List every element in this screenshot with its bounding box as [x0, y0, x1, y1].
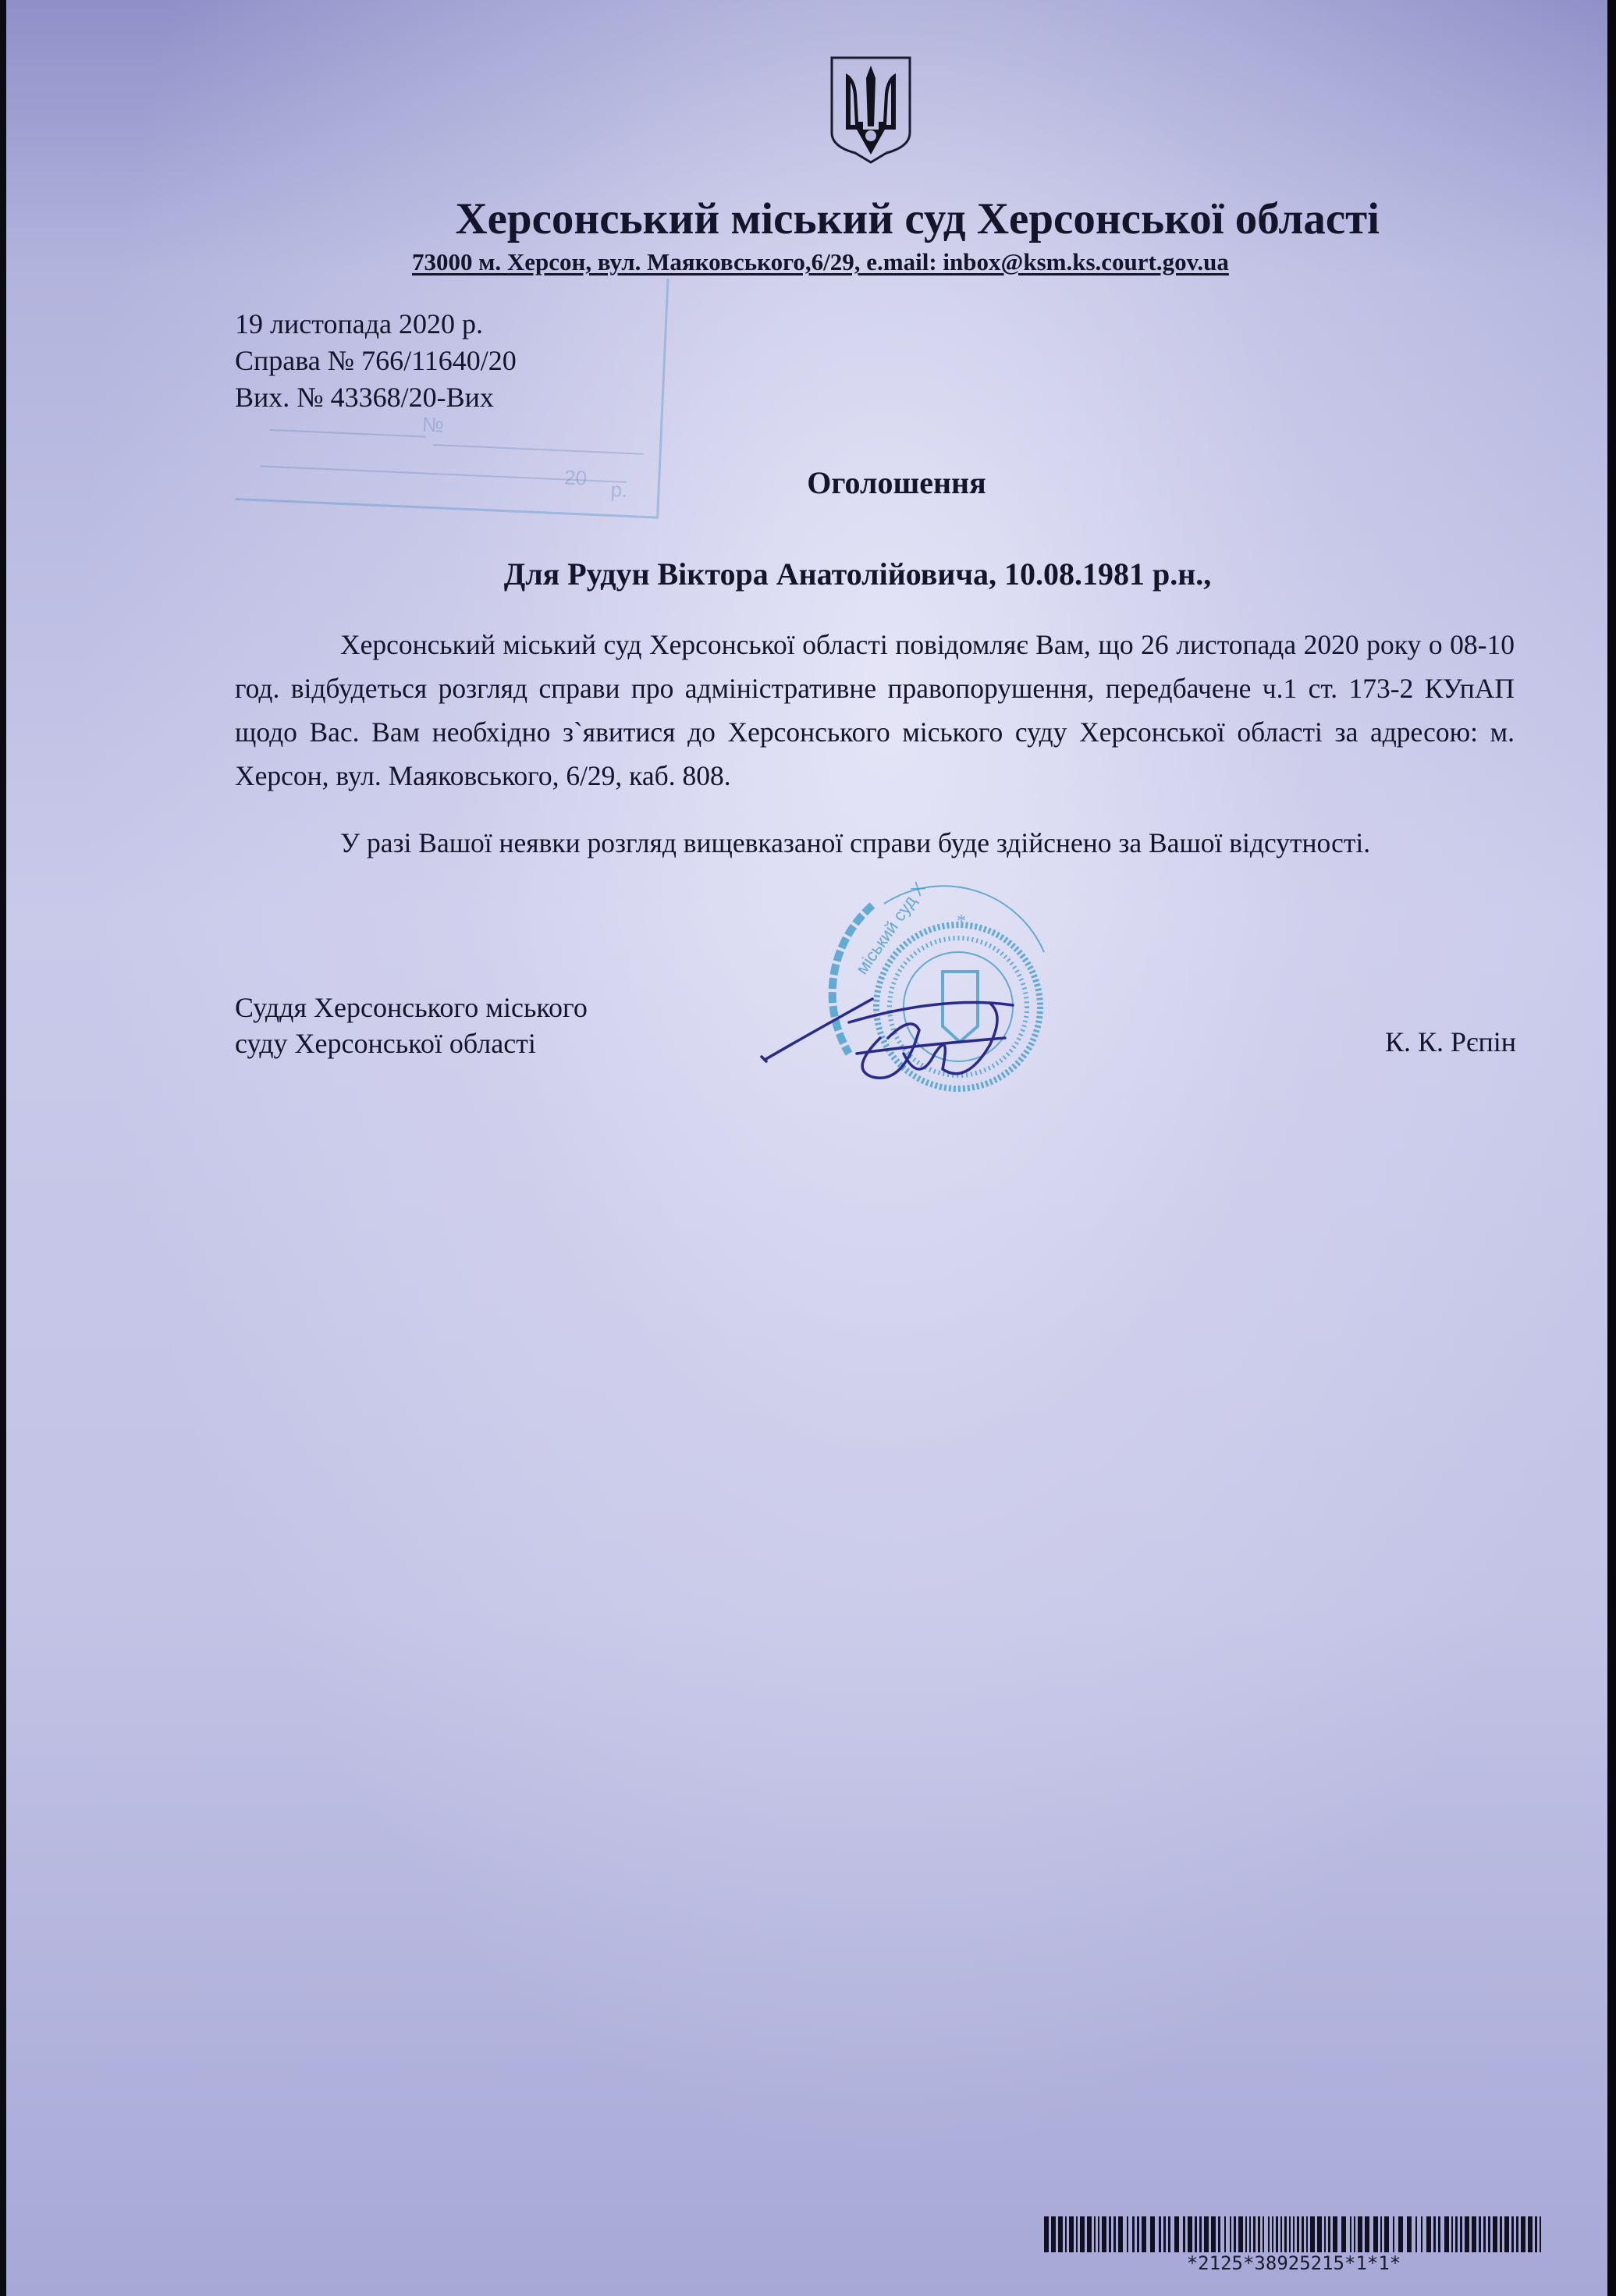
barcode-bar [1433, 2216, 1436, 2252]
barcode-bar [1127, 2216, 1128, 2252]
barcode-bar [1354, 2216, 1355, 2252]
barcode-bar [1488, 2216, 1490, 2252]
barcode-bar [1398, 2216, 1403, 2252]
barcode-bar [1118, 2216, 1123, 2252]
position-line-1: Суддя Херсонського міського [235, 992, 588, 1023]
barcode-bar [1098, 2216, 1099, 2252]
barcode-bar [1051, 2216, 1056, 2252]
barcode-bar [1174, 2216, 1179, 2252]
barcode-bar [1087, 2216, 1092, 2252]
barcode-bar [1094, 2216, 1096, 2252]
barcode-bar [1535, 2216, 1537, 2252]
outgoing-number: Вих. № 43368/20-Вих [235, 382, 494, 413]
barcode-bar [1310, 2216, 1315, 2252]
barcode-bar [1333, 2216, 1337, 2252]
barcode-bar [1109, 2216, 1111, 2252]
barcode-bar [1245, 2216, 1247, 2252]
notice-title: Оголошення [807, 465, 986, 500]
barcode-bar [1460, 2216, 1462, 2252]
barcode-bar [1511, 2216, 1514, 2252]
barcode-bar [1516, 2216, 1518, 2252]
stamp-number-label: № [421, 412, 445, 437]
document-page [6, 0, 1607, 2296]
barcode-bar [1293, 2216, 1295, 2252]
barcode-bar [1142, 2216, 1146, 2252]
document-meta [235, 306, 517, 416]
barcode-bar [1218, 2216, 1220, 2252]
barcode-bar [1426, 2216, 1431, 2252]
barcode-bar [1483, 2216, 1486, 2252]
barcode-bar [1306, 2216, 1308, 2252]
barcode-bar [1069, 2216, 1074, 2252]
barcode-bar [1150, 2216, 1155, 2252]
barcode-bar [1380, 2216, 1382, 2252]
notice-paragraph-1: Херсонський міський суд Херсонської області повідомляє Вам, що 26 листопада 2020 року о 08-10 год. відбудеться розгляд справи про адміністративне правопорушення, передбачене ч.1 ст. 173-2 КУпАП щодо Вас. Вам необхідно з`явитися до Херсонського міського суду Херсонської області за адресою: м. Херсон, вул. Маяковського, 6/29, каб. 808. [235, 629, 1515, 791]
stamp-year-suffix: 20 [563, 465, 588, 490]
barcode-bar [1058, 2216, 1063, 2252]
barcode-bar [1249, 2216, 1251, 2252]
barcode-bar [1393, 2216, 1394, 2252]
barcode-bar [1137, 2216, 1139, 2252]
svg-text:*: * [957, 912, 966, 932]
barcode-bar [1540, 2216, 1541, 2252]
barcode-bar [1421, 2216, 1422, 2252]
page-edge-shadow [1607, 0, 1616, 2296]
barcode-bar [1302, 2216, 1304, 2252]
barcode-bar [1444, 2216, 1449, 2252]
barcode-bar [1204, 2216, 1209, 2252]
barcode-bar [1268, 2216, 1270, 2252]
case-number: Справа № 766/11640/20 [235, 345, 517, 376]
barcode-bar [1365, 2216, 1369, 2252]
barcode-bar [1224, 2216, 1226, 2252]
barcode-bar [1284, 2216, 1287, 2252]
court-name-heading: Херсонський міський суд Херсонської області [455, 194, 1380, 243]
barcode-bar [1373, 2216, 1378, 2252]
barcode-bar [1472, 2216, 1476, 2252]
barcode-bar [1297, 2216, 1299, 2252]
barcode-bar [1159, 2216, 1161, 2252]
barcode-bar [1044, 2216, 1049, 2252]
barcode-bar [1238, 2216, 1243, 2252]
barcode-bar [1479, 2216, 1481, 2252]
barcode-bar [1230, 2216, 1231, 2252]
barcode-bar [1263, 2216, 1264, 2252]
barcode-bar [1102, 2216, 1106, 2252]
barcode-bar [1317, 2216, 1322, 2252]
barcode-bar [1521, 2216, 1525, 2252]
document-date: 19 листопада 2020 р. [235, 308, 484, 339]
barcode-bar [1504, 2216, 1509, 2252]
court-address: 73000 м. Херсон, вул. Маяковського,6/29, e.mail: inbox@ksm.ks.court.gov.ua [412, 248, 1229, 275]
barcode-bar [1455, 2216, 1458, 2252]
stamp-year-unit: р. [609, 477, 628, 502]
barcode-bar [1258, 2216, 1260, 2252]
barcode-bar [1500, 2216, 1502, 2252]
barcode-bar [1350, 2216, 1351, 2252]
barcode-bar [1076, 2216, 1078, 2252]
barcode [1044, 2216, 1543, 2252]
barcode-bar [1195, 2216, 1197, 2252]
coat-of-arms-icon [829, 55, 913, 165]
barcode-bar [1199, 2216, 1202, 2252]
barcode-bar [1276, 2216, 1278, 2252]
barcode-bar [1113, 2216, 1116, 2252]
barcode-bar [1324, 2216, 1326, 2252]
judge-name: К. К. Рєпін [1384, 1026, 1516, 1057]
addressee-line: Для Рудун Віктора Анатолійовича, 10.08.1981 р.н., [503, 556, 1212, 592]
seal-ring-text: міський суд Х [851, 878, 930, 978]
barcode-bar [1163, 2216, 1166, 2252]
barcode-bar [1451, 2216, 1453, 2252]
barcode-bar [1280, 2216, 1282, 2252]
position-line-2: суду Херсонської області [235, 1028, 536, 1059]
barcode-bar [1065, 2216, 1067, 2252]
barcode-value: *2125*38925215*1*1* [1186, 2252, 1401, 2274]
barcode-bar [1493, 2216, 1497, 2252]
barcode-bar [1253, 2216, 1256, 2252]
signature-position [235, 990, 588, 1061]
judge-signature [755, 968, 1067, 1093]
barcode-bar [1183, 2216, 1185, 2252]
barcode-bar [1168, 2216, 1170, 2252]
barcode-bar [1465, 2216, 1469, 2252]
barcode-bar [1341, 2216, 1346, 2252]
barcode-bar [1188, 2216, 1192, 2252]
barcode-bar [1407, 2216, 1412, 2252]
barcode-bar [1358, 2216, 1362, 2252]
barcode-bar [1528, 2216, 1533, 2252]
notice-paragraph-2: У разі Вашої неявки розгляд вищевказаної справи буде здійснено за Вашої відсутності. [340, 827, 1371, 858]
barcode-bar [1415, 2216, 1417, 2252]
barcode-bar [1234, 2216, 1236, 2252]
barcode-bar [1132, 2216, 1135, 2252]
barcode-bar [1080, 2216, 1085, 2252]
barcode-bar [1438, 2216, 1440, 2252]
barcode-bar [1328, 2216, 1330, 2252]
barcode-bar [1272, 2216, 1273, 2252]
barcode-bar [1289, 2216, 1291, 2252]
barcode-bar [1384, 2216, 1389, 2252]
barcode-bar [1211, 2216, 1216, 2252]
